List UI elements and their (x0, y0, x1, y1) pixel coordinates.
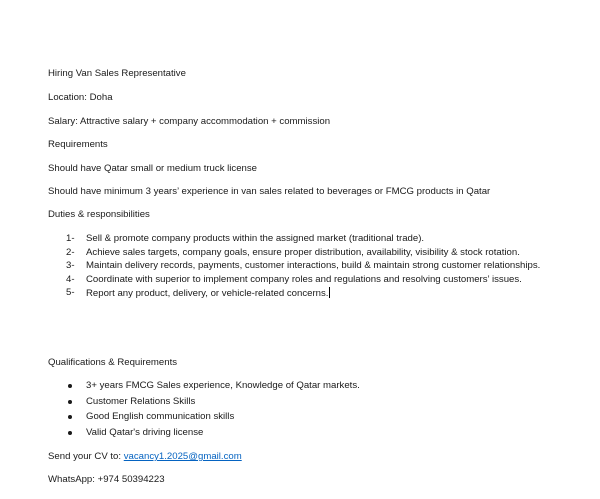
item-number: 3- (66, 260, 75, 272)
bullet-icon (68, 384, 72, 388)
list-item (66, 287, 586, 300)
item-text: Maintain delivery records, payments, customer interactions, build & maintain strong customer relationships. (86, 260, 541, 272)
text-cursor (329, 287, 330, 298)
list-item (66, 233, 586, 245)
item-text: Achieve sales targets, company goals, ensure proper distribution, availability, visibility & stock rotation. (86, 246, 520, 258)
item-text: Customer Relations Skills (86, 395, 196, 407)
list-item (66, 260, 586, 272)
duties-heading: Duties & responsibilities (48, 209, 150, 220)
email-link[interactable]: vacancy1.2025@gmail.com (123, 451, 242, 462)
list-item (66, 396, 360, 408)
item-number: 5- (66, 287, 75, 299)
list-item (66, 411, 360, 423)
item-number: 2- (66, 246, 75, 258)
location-line: Location: Doha (48, 92, 113, 103)
cv-label: Send your CV to: (48, 451, 124, 462)
item-number: 1- (66, 233, 75, 244)
item-text: Valid Qatar's driving license (86, 426, 204, 438)
requirement-experience: Should have minimum 3 years’ experience in van sales related to beverages or FMCG products in Qatar (48, 186, 491, 197)
qualifications-list (66, 380, 360, 442)
bullet-icon (68, 415, 72, 419)
job-title: Hiring Van Sales Representative (48, 68, 186, 79)
list-item (66, 247, 586, 259)
whatsapp-line: WhatsApp: +974 50394223 (48, 474, 165, 485)
list-item (66, 380, 360, 392)
bullet-icon (68, 431, 72, 435)
list-item (66, 274, 586, 286)
requirements-heading: Requirements (48, 139, 108, 150)
item-text: Sell & promote company products within the assigned market (traditional trade). (86, 233, 425, 244)
item-text: Coordinate with superior to implement company roles and regulations and resolving customers’ issues. (86, 273, 522, 285)
bullet-icon (68, 400, 72, 404)
list-item (66, 427, 360, 439)
salary-line: Salary: Attractive salary + company accommodation + commission (48, 116, 331, 127)
item-text: Report any product, delivery, or vehicle-related concerns. (86, 288, 329, 300)
qualifications-heading: Qualifications & Requirements (48, 357, 178, 368)
item-text: 3+ years FMCG Sales experience, Knowledge of Qatar markets. (86, 380, 360, 391)
duties-list (66, 233, 586, 302)
requirement-license: Should have Qatar small or medium truck license (48, 163, 258, 174)
item-text: Good English communication skills (86, 411, 235, 423)
item-number: 4- (66, 273, 75, 285)
cv-line (48, 451, 242, 463)
